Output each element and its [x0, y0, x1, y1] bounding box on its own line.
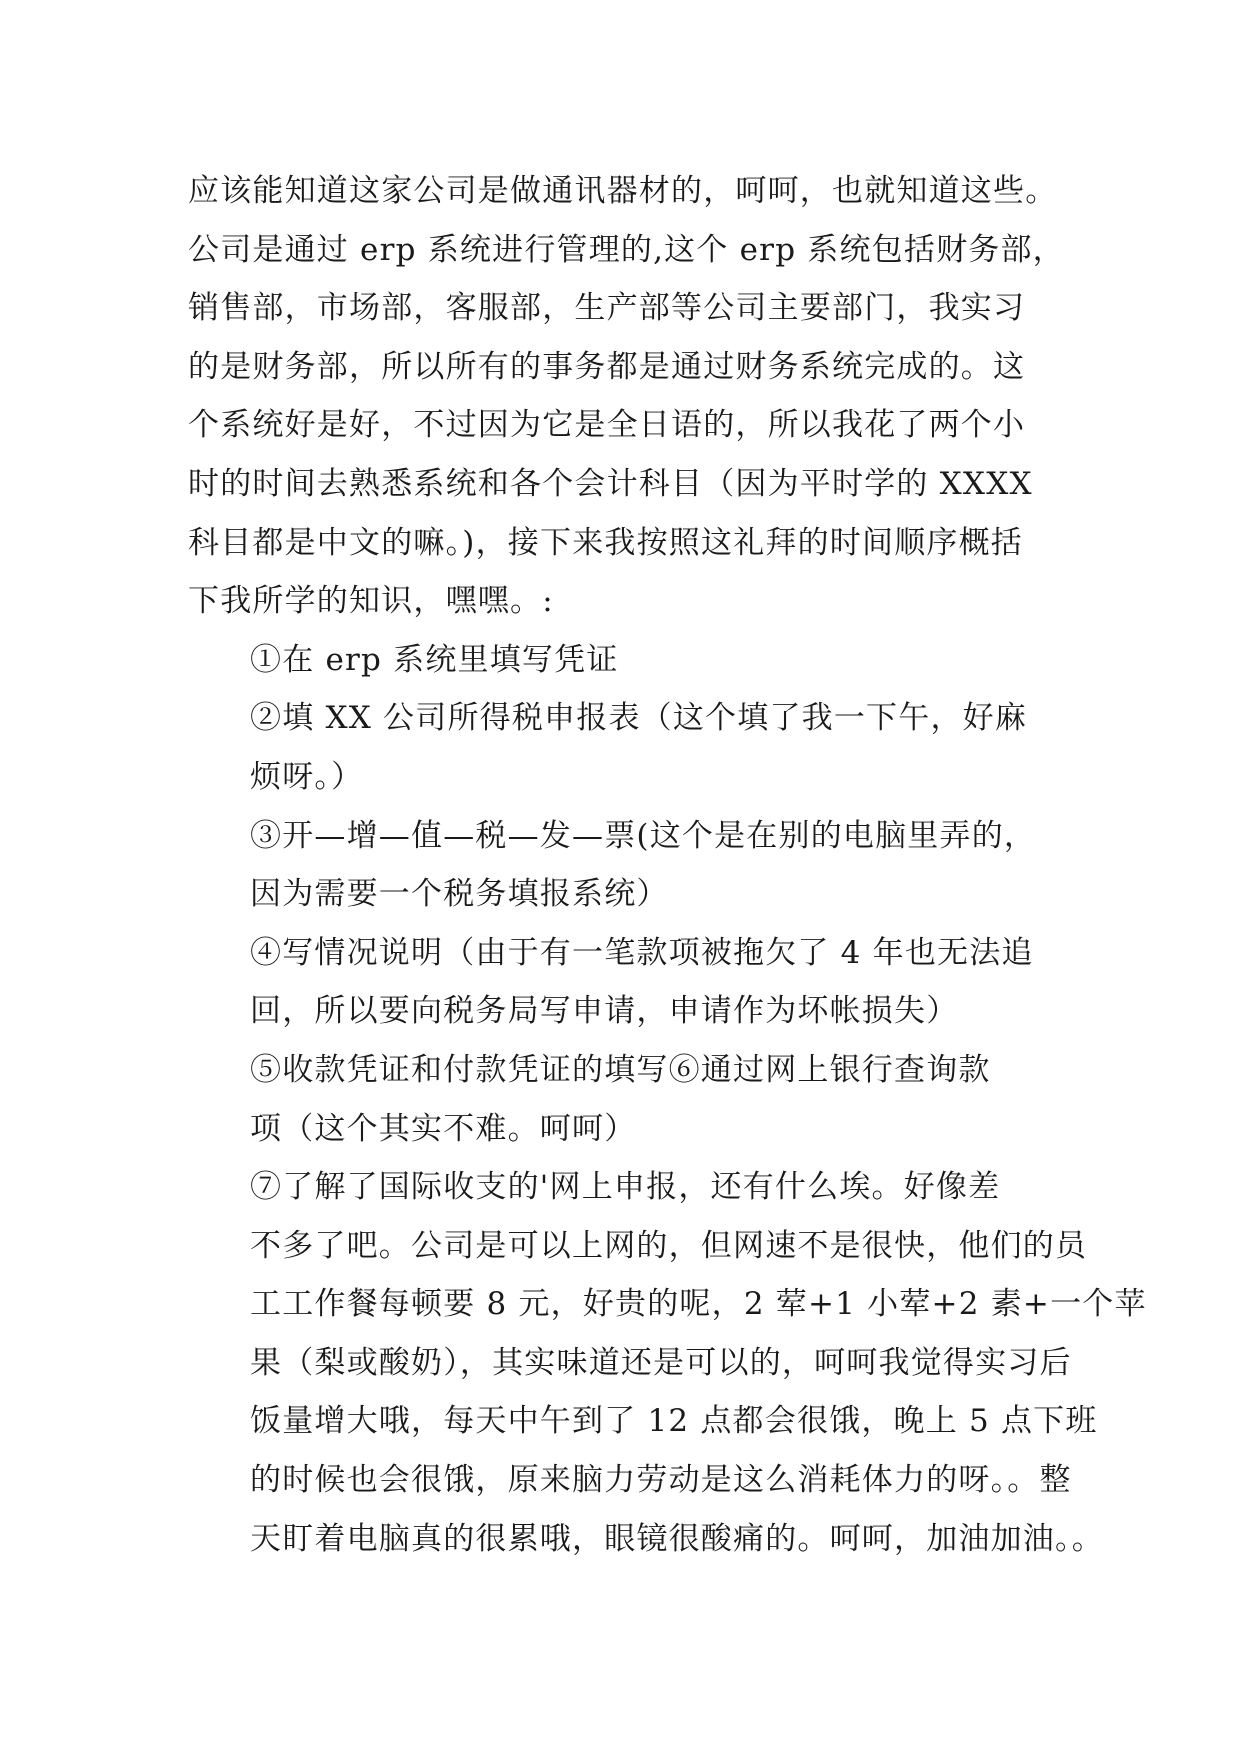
text-line: 公司是通过 erp 系统进行管理的,这个 erp 系统包括财务部， [188, 231, 1065, 268]
text-line: 工工作餐每顿要 8 元，好贵的呢，2 荤+1 小荤+2 素+一个苹 [250, 1286, 1147, 1323]
text-line: ①在 erp 系统里填写凭证 [250, 641, 619, 678]
text-line: 因为需要一个税务填报系统） [250, 876, 669, 913]
text-line: ②填 XX 公司所得税申报表（这个填了我一下午，好麻 [250, 700, 1028, 737]
paragraph [188, 807, 1068, 924]
document-body [188, 162, 1147, 1568]
paragraph [188, 162, 1068, 631]
paragraph [188, 1041, 1068, 1158]
text-line: 的时候也会很饿，原来脑力劳动是这么消耗体力的呀。。整 [250, 1462, 1072, 1499]
text-line: 项（这个其实不难。呵呵） [250, 1110, 637, 1147]
text-line: 下我所学的知识，嘿嘿。: [188, 583, 554, 620]
text-line: ⑦了解了国际收支的'网上申报，还有什么埃。好像差 [250, 1169, 1001, 1206]
paragraph [188, 631, 1068, 690]
text-line: 不多了吧。公司是可以上网的，但网速不是很快，他们的员 [250, 1227, 1088, 1264]
paragraph [188, 924, 1068, 1041]
text-line: 时的时间去熟悉系统和各个会计科目（因为平时学的 XXXX [188, 465, 1033, 502]
paragraph [188, 1158, 1147, 1568]
text-line: 销售部，市场部，客服部，生产部等公司主要部门，我实习 [188, 290, 1026, 327]
text-line: ④写情况说明（由于有一笔款项被拖欠了 4 年也无法追 [250, 934, 1034, 971]
text-line: 的是财务部，所以所有的事务都是通过财务系统完成的。这 [188, 348, 1026, 385]
text-line: ⑤收款凭证和付款凭证的填写⑥通过网上银行查询款 [250, 1051, 991, 1088]
text-line: ③开—增—值—税—发—票(这个是在别的电脑里弄的， [250, 817, 1037, 854]
text-line: 烦呀。） [250, 758, 364, 795]
text-line: 个系统好是好，不过因为它是全日语的，所以我花了两个小 [188, 407, 1026, 444]
text-line: 科目都是中文的嘛。)，接下来我按照这礼拜的时间顺序概括 [188, 524, 1023, 561]
paragraph [188, 689, 1068, 806]
text-line: 饭量增大哦，每天中午到了 12 点都会很饿，晚上 5 点下班 [250, 1403, 1098, 1440]
text-line: 回，所以要向税务局写申请，申请作为坏帐损失） [250, 993, 959, 1030]
text-line: 应该能知道这家公司是做通讯器材的，呵呵，也就知道这些。 [188, 173, 1058, 209]
text-line: 天盯着电脑真的很累哦，眼镜很酸痛的。呵呵，加油加油。。 [250, 1520, 1104, 1557]
text-line: 果（梨或酸奶），其实味道还是可以的，呵呵我觉得实习后 [250, 1344, 1072, 1381]
